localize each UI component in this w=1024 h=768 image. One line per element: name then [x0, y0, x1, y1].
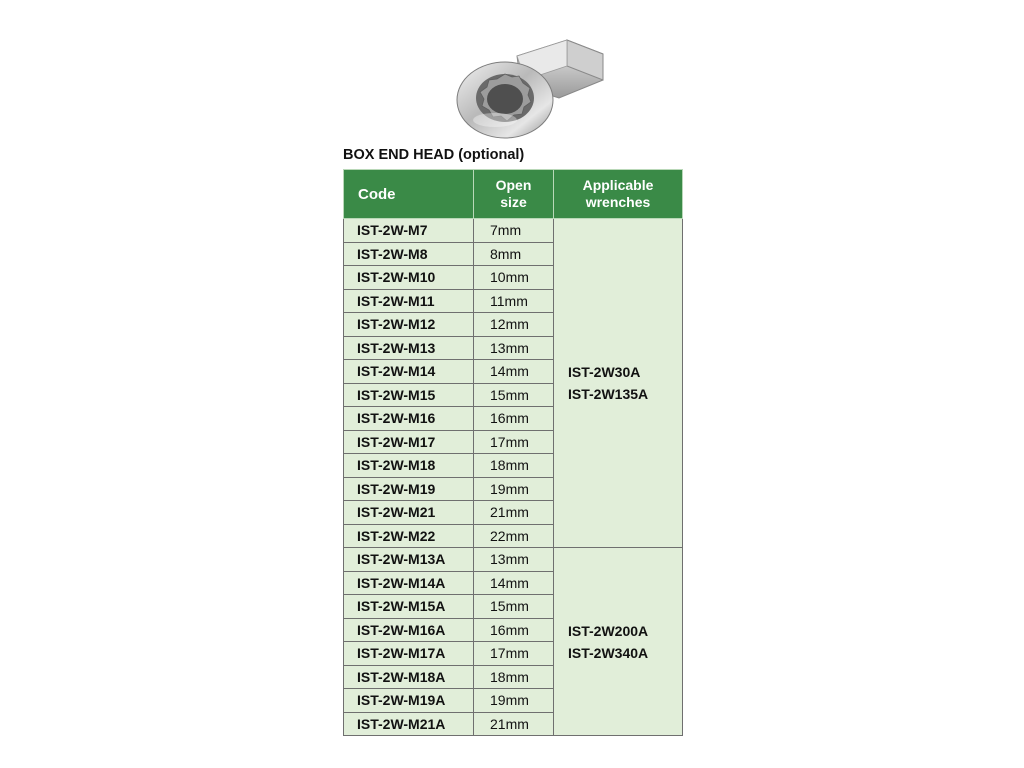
- cell-code: IST-2W-M18: [344, 454, 474, 478]
- cell-open-size: 18mm: [474, 454, 554, 478]
- cell-code: IST-2W-M16: [344, 407, 474, 431]
- cell-code: IST-2W-M14A: [344, 571, 474, 595]
- cell-code: IST-2W-M11: [344, 289, 474, 313]
- header-applicable-line1: Applicable: [582, 177, 654, 193]
- cell-code: IST-2W-M8: [344, 242, 474, 266]
- cell-code: IST-2W-M15: [344, 383, 474, 407]
- cell-code: IST-2W-M7: [344, 219, 474, 243]
- header-open-size: [474, 170, 554, 219]
- table-row: [344, 548, 683, 572]
- section-title: BOX END HEAD (optional): [343, 147, 525, 163]
- cell-open-size: 14mm: [474, 360, 554, 384]
- cell-applicable-wrenches: [554, 548, 683, 736]
- cell-code: IST-2W-M16A: [344, 618, 474, 642]
- cell-open-size: 8mm: [474, 242, 554, 266]
- header-applicable-wrenches: [554, 170, 683, 219]
- cell-open-size: 15mm: [474, 595, 554, 619]
- cell-code: IST-2W-M19: [344, 477, 474, 501]
- header-code: Code: [344, 170, 474, 219]
- cell-code: IST-2W-M14: [344, 360, 474, 384]
- cell-code: IST-2W-M17A: [344, 642, 474, 666]
- cell-code: IST-2W-M13: [344, 336, 474, 360]
- table-header-row: [344, 170, 683, 219]
- cell-code: IST-2W-M15A: [344, 595, 474, 619]
- cell-code: IST-2W-M21: [344, 501, 474, 525]
- header-open-size-line2: size: [500, 194, 527, 210]
- cell-open-size: 11mm: [474, 289, 554, 313]
- cell-open-size: 19mm: [474, 477, 554, 501]
- cell-open-size: 21mm: [474, 712, 554, 736]
- cell-open-size: 16mm: [474, 618, 554, 642]
- applicable-wrench: IST-2W135A: [568, 386, 649, 402]
- cell-open-size: 18mm: [474, 665, 554, 689]
- cell-code: IST-2W-M21A: [344, 712, 474, 736]
- cell-open-size: 21mm: [474, 501, 554, 525]
- spec-table: [343, 169, 683, 736]
- cell-code: IST-2W-M18A: [344, 665, 474, 689]
- cell-open-size: 7mm: [474, 219, 554, 243]
- cell-open-size: 19mm: [474, 689, 554, 713]
- applicable-wrench: IST-2W340A: [568, 644, 649, 661]
- cell-open-size: 17mm: [474, 642, 554, 666]
- cell-code: IST-2W-M17: [344, 430, 474, 454]
- box-end-head-icon: [455, 28, 605, 148]
- cell-code: IST-2W-M22: [344, 524, 474, 548]
- cell-open-size: 13mm: [474, 548, 554, 572]
- cell-open-size: 13mm: [474, 336, 554, 360]
- cell-open-size: 14mm: [474, 571, 554, 595]
- cell-open-size: 12mm: [474, 313, 554, 337]
- cell-code: IST-2W-M10: [344, 266, 474, 290]
- cell-open-size: 16mm: [474, 407, 554, 431]
- cell-code: IST-2W-M12: [344, 313, 474, 337]
- cell-code: IST-2W-M19A: [344, 689, 474, 713]
- cell-open-size: 10mm: [474, 266, 554, 290]
- header-applicable-line2: wrenches: [585, 194, 651, 210]
- header-open-size-line1: Open: [495, 177, 532, 193]
- cell-open-size: 15mm: [474, 383, 554, 407]
- table-row: [344, 219, 683, 243]
- cell-code: IST-2W-M13A: [344, 548, 474, 572]
- cell-open-size: 17mm: [474, 430, 554, 454]
- applicable-wrench: IST-2W30A: [568, 364, 641, 380]
- cell-open-size: 22mm: [474, 524, 554, 548]
- cell-applicable-wrenches: [554, 219, 683, 548]
- applicable-wrench: IST-2W200A: [568, 622, 649, 639]
